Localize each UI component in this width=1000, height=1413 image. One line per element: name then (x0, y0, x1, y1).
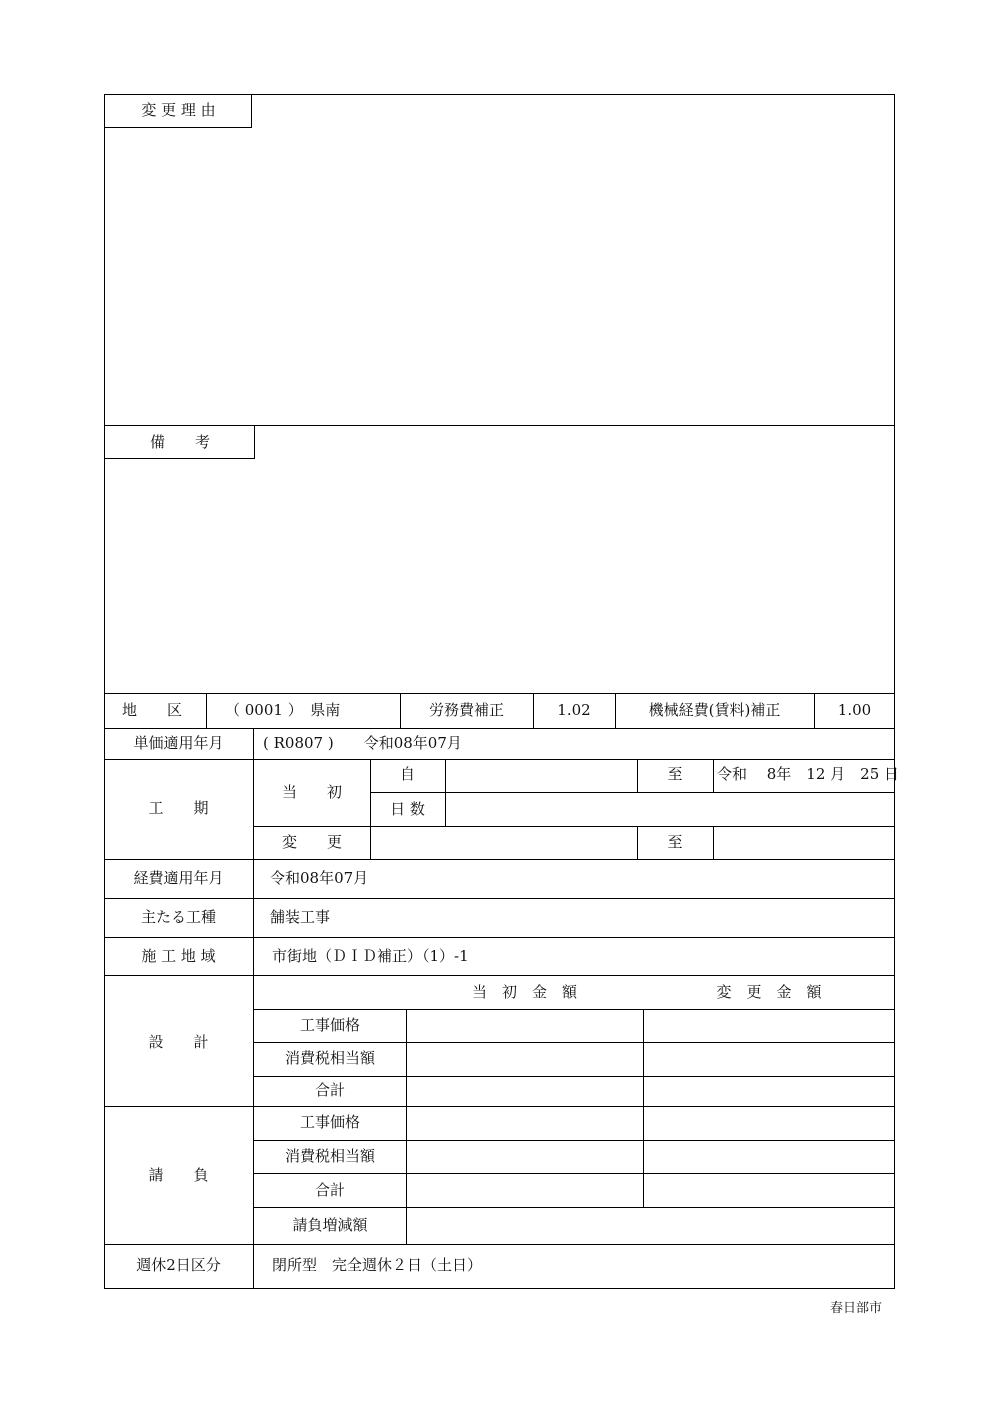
initial-amount-header: 当 初 金 額 (471, 983, 577, 1001)
line-design-r1 (254, 1042, 895, 1043)
period-initial-label: 当 初 (281, 783, 342, 801)
main-work-label: 主たる工種 (140, 908, 216, 926)
line-period-top (104, 759, 895, 760)
period-change-label: 変 更 (281, 833, 342, 851)
design-row-price-label: 工事価格 (299, 1016, 360, 1034)
change-reason-label: 変 更 理 由 (141, 101, 216, 119)
region-value[interactable]: （ 0001 ） 県南 (225, 701, 341, 719)
main-work-value[interactable]: 舗装工事 (270, 908, 331, 926)
design-row-total-label: 合計 (314, 1081, 345, 1099)
weekly-off-value[interactable]: 閉所型 完全週休２日（土日） (272, 1256, 483, 1274)
remarks-label: 備 考 (149, 433, 210, 451)
vline-amount-1 (406, 1009, 407, 1244)
region-label: 地 区 (122, 701, 183, 719)
weekly-off-label: 週休2日区分 (136, 1256, 221, 1274)
design-label: 設 計 (148, 1033, 209, 1051)
period-label: 工 期 (148, 799, 209, 817)
vline-period-4b (713, 826, 714, 859)
labor-correction-value[interactable]: 1.02 (557, 701, 591, 719)
area-label: 施 工 地 域 (141, 947, 216, 965)
labor-correction-label: 労務費補正 (428, 701, 504, 719)
design-row-tax-label: 消費税相当額 (284, 1049, 375, 1067)
unit-price-value[interactable]: ( R0807 ) 令和08年07月 (263, 734, 462, 752)
period-from-label: 自 (399, 765, 415, 783)
contract-row-total-label: 合計 (314, 1181, 345, 1199)
remarks-area[interactable] (106, 461, 894, 692)
change-amount-header: 変 更 金 額 (716, 983, 822, 1001)
line-area-top (104, 937, 895, 938)
line-region-top (104, 693, 895, 694)
line-period-mid2 (254, 826, 895, 827)
line-unit-price-top (104, 728, 895, 729)
line-expense-top (104, 859, 895, 860)
unit-price-label: 単価適用年月 (133, 734, 224, 752)
contract-row-price-label: 工事価格 (299, 1113, 360, 1131)
line-design-top (104, 975, 895, 976)
vline-region-1 (206, 693, 207, 728)
line-contract-top (104, 1106, 895, 1107)
vline-label-col (253, 728, 254, 1289)
line-contract-r1 (254, 1140, 895, 1141)
expense-month-value[interactable]: 令和08年07月 (270, 869, 369, 887)
contract-label: 請 負 (148, 1166, 209, 1184)
line-contract-r2 (254, 1173, 895, 1174)
vline-period-2 (445, 759, 446, 826)
line-period-mid1 (370, 792, 895, 793)
period-to-value[interactable]: 令和 8年 12 月 25 日 (717, 765, 900, 783)
period-change-to-label: 至 (667, 833, 683, 851)
line-amount-header-bottom (254, 1009, 895, 1010)
period-days-label: 日 数 (390, 800, 425, 818)
machine-correction-value[interactable]: 1.00 (837, 701, 872, 719)
change-reason-area[interactable] (106, 130, 894, 424)
area-value[interactable]: 市街地（ＤＩＤ補正）（1）-1 (272, 947, 469, 965)
machine-correction-label: 機械経費(賃料)補正 (648, 701, 781, 719)
line-contract-r3 (254, 1207, 895, 1208)
contract-row-tax-label: 消費税相当額 (284, 1147, 375, 1165)
vline-amount-2a (643, 1009, 644, 1106)
vline-period-4a (713, 759, 714, 792)
period-to-label: 至 (667, 765, 683, 783)
line-weekly-top (104, 1244, 895, 1245)
vline-amount-2b (643, 1106, 644, 1207)
expense-month-label: 経費適用年月 (133, 869, 224, 887)
line-main-work-top (104, 898, 895, 899)
contract-diff-label: 請負増減額 (292, 1216, 368, 1234)
footer-city: 春日部市 (829, 1301, 882, 1316)
line-design-r2 (254, 1076, 895, 1077)
